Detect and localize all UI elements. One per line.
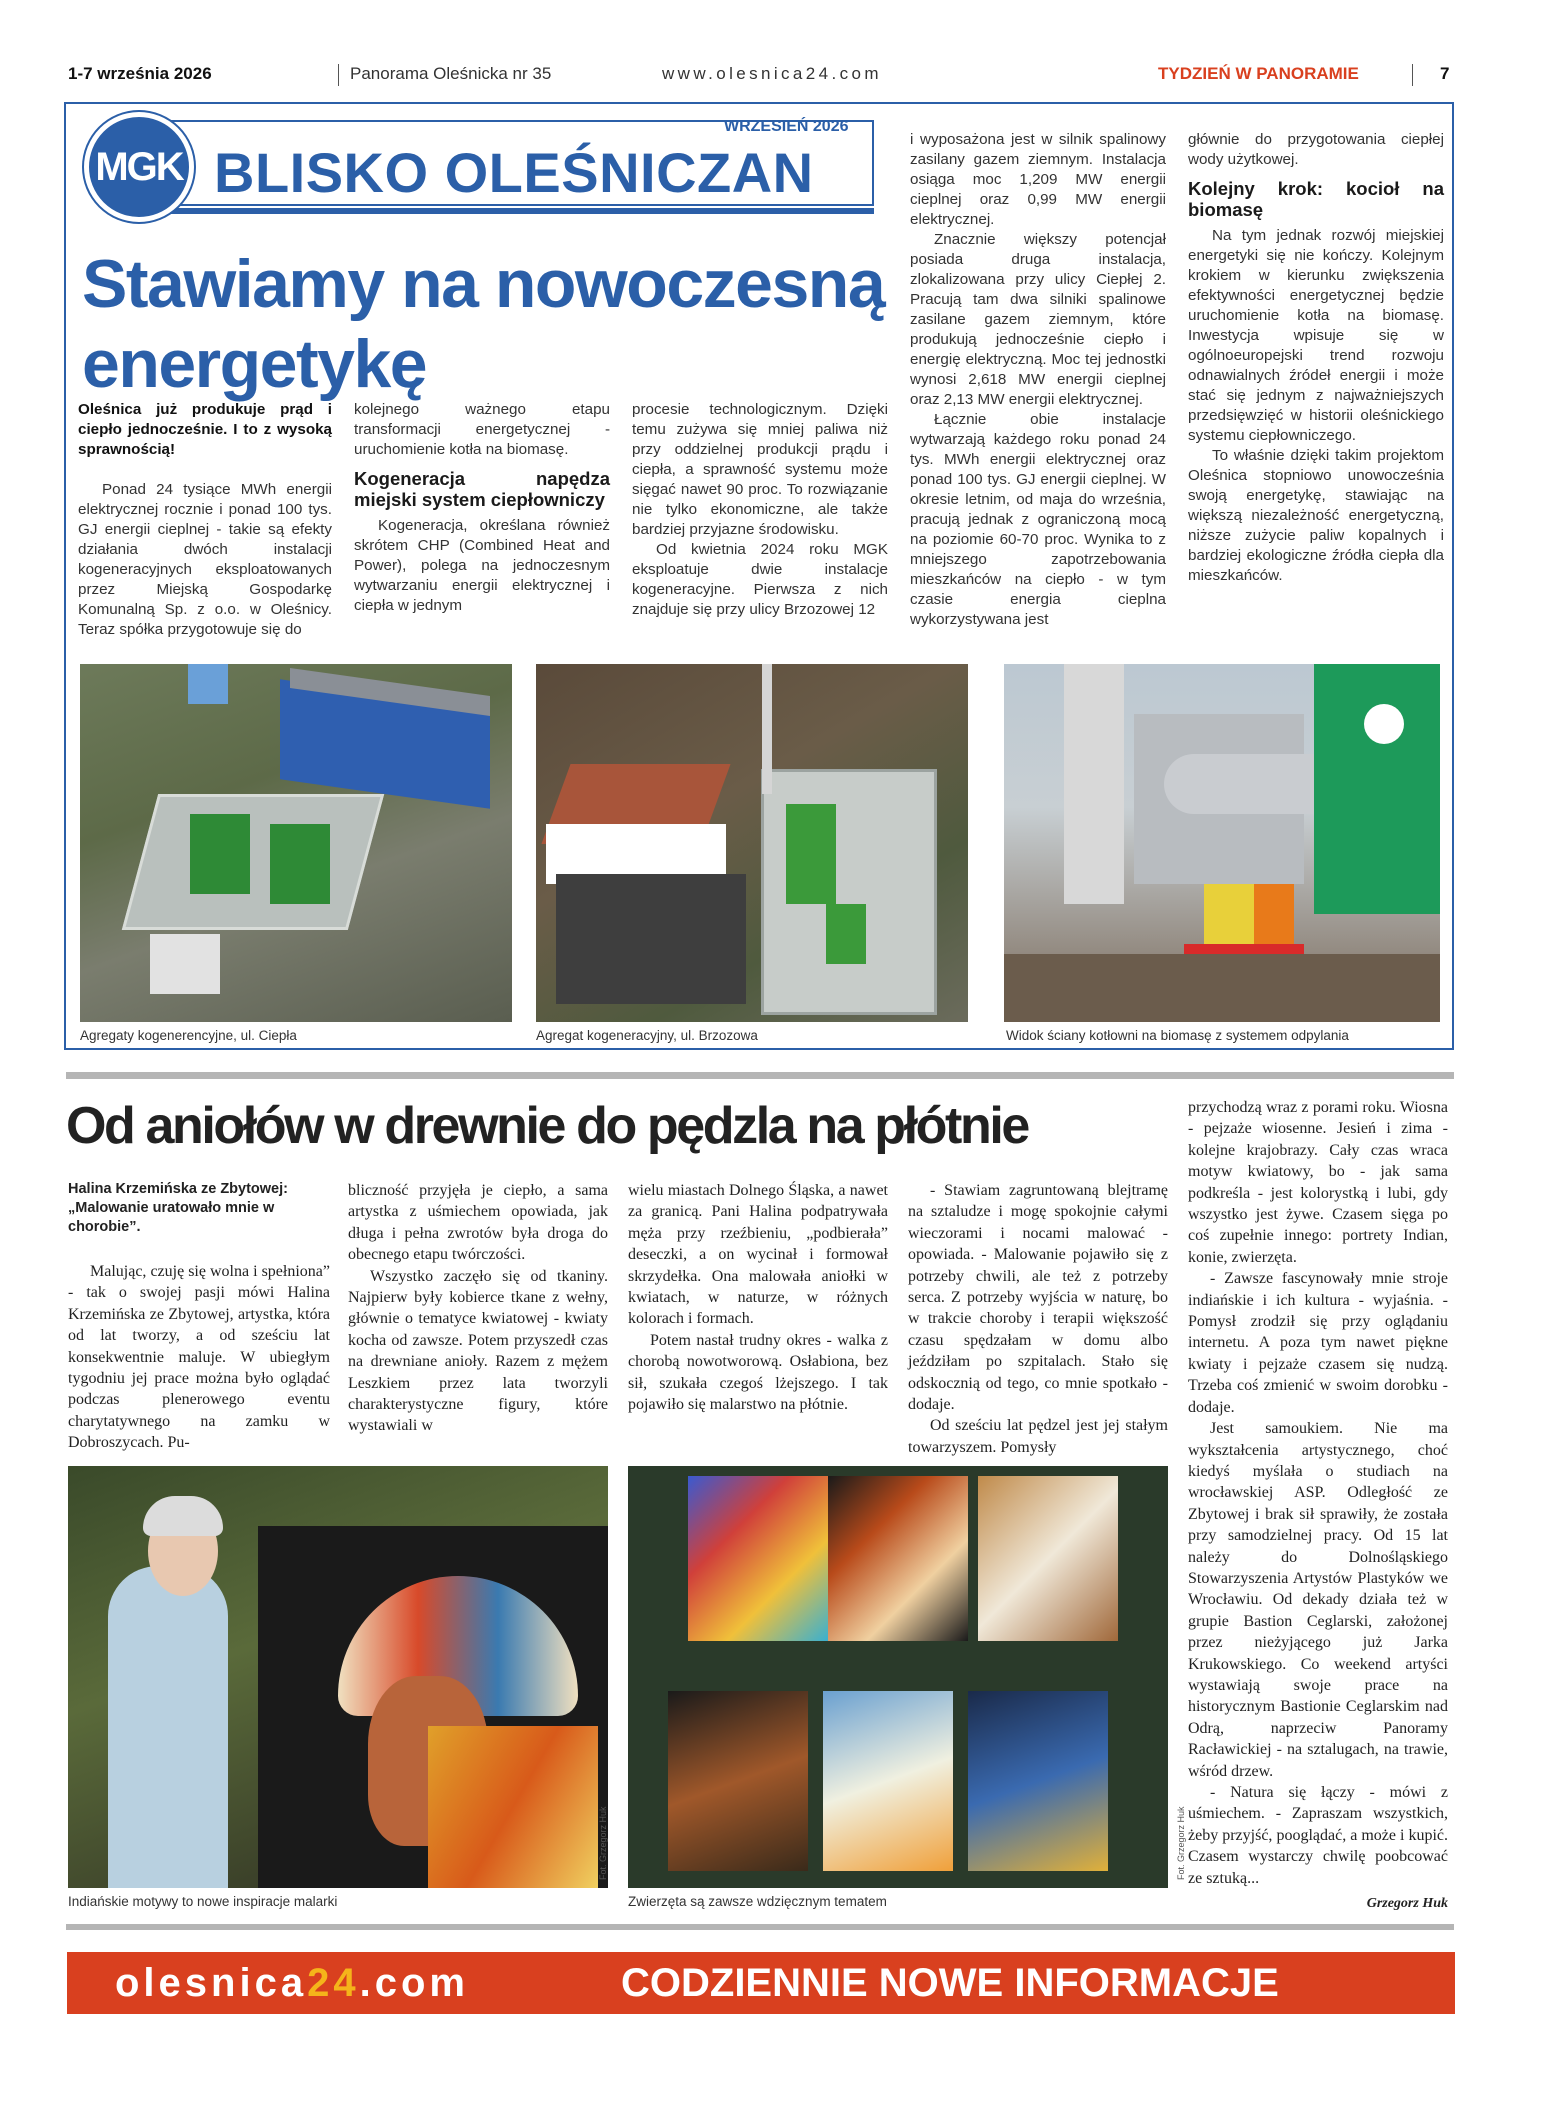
article2-col2-p2: Wszystko zaczęło się od tkaniny. Najpierw były kobierce tkane z wełny, głównie o tematyce kwiatowej - kwiaty kocha od zawsze. Potem przyszedł czas na drewniane anioły. Razem z mężem Leszkiem przez lata tworzyli charakterystyczne figury, które wystawiali w	[348, 1267, 608, 1435]
caption-photo-1: Agregaty kogenerencyjne, ul. Ciepła	[80, 1028, 297, 1043]
article1-col4-p1: i wyposażona jest w silnik spalinowy zasilany gazem ziemnym. Instalacja osiąga moc 1,209 MW energii cieplnej oraz 0,99 MW energii elektrycznej.	[910, 131, 1166, 228]
article1-subheading-2: Kolejny krok: kocioł na biomasę	[1188, 178, 1444, 220]
caption-photo-4: Indiańskie motywy to nowe inspiracje malarki	[68, 1894, 338, 1909]
headline-line-1: Stawiamy na nowoczesną	[82, 246, 885, 322]
article1-col4	[910, 130, 1166, 630]
page-header	[68, 64, 1456, 90]
footer-slogan: CODZIENNIE NOWE INFORMACJE	[621, 1961, 1279, 2005]
article2-headline: Od aniołów w drewnie do pędzla na płótnie	[66, 1097, 1028, 1155]
mgk-banner	[84, 112, 884, 212]
article1-col5	[1188, 130, 1444, 586]
photo-artist-indian-painting	[68, 1466, 608, 1888]
photo-cogeneration-ciepla	[80, 664, 512, 1022]
issue-date: 1-7 września 2026	[68, 64, 212, 83]
article2-col5-p3: Jest samoukiem. Nie ma wykształcenia artystycznego, choć kiedyś myślała o studiach na wrocławskiej ASP. Odległość ze Zbytowej i brak sił sprawiły, że została przy samodzielnej pracy. Od 15 lat należy do Dolnośląskiego Stowarzyszenia Artystów Plastyków we Wrocławiu. Od dekady działa też w grupie Bastion Ceglarski, założonej przez nieżyjącego już Jarka Krukowskiego. Co weekend artyści wystawiają swoje prace na historycznym Bastionie Ceglarskim nad Odrą, naprzeciw Panoramy Racławickiej - na sztalugach, na trawie, wśród drzew.	[1188, 1420, 1448, 1780]
article2-col1-p1: Malując, czuję się wolna i spełniona” - tak o swojej pasji mówi Halina Krzemińska ze Zbytowej, artystka, która od lat tworzy, a od sześciu lat konsekwentnie maluje. W ubiegłym tygodniu jej prace można było oglądać podczas plenerowego eventu charytatywnego na zamku w Dobroszycach. Pu-	[68, 1263, 330, 1452]
article2-col5-p4: - Natura się łączy - mówi z uśmiechem. - Zapraszam wszystkich, żeby przyjść, pooglądać, a może i kupić. Czasem wystarczy chwilę poobcować ze sztuką...	[1188, 1784, 1448, 1887]
article1-col2-p2: Kogeneracja, określana również skrótem CHP (Combined Heat and Power), polega na jednoczesnym wytwarzaniu energii elektrycznej i ciepła w jednym	[354, 517, 610, 614]
article2-col5-p2: - Zawsze fascynowały mnie stroje indiańskie i ich kultura - wyjaśnia. - Pomysł zrodził się przy oglądaniu internetu. A poza tym nawet piękne kwiaty i pejzaże czasem się nudzą. Trzeba coś zmienić w swoim dorobku - dodaje.	[1188, 1270, 1448, 1416]
article1-col1	[78, 400, 332, 640]
article1-col2	[354, 400, 610, 616]
mgk-logo	[84, 112, 194, 222]
photo-credit-1: Fot. Grzegorz Huk	[598, 1806, 608, 1880]
mgk-logo-text: MGK	[95, 144, 183, 189]
article2-lead: Halina Krzemińska ze Zbytowej: „Malowanie uratowało mnie w chorobie”.	[68, 1181, 288, 1235]
banner-date: WRZESIEŃ 2026	[724, 118, 849, 135]
caption-photo-5: Zwierzęta są zawsze wdzięcznym tematem	[628, 1894, 887, 1909]
caption-photo-3: Widok ściany kotłowni na biomasę z systemem odpylania	[1006, 1028, 1349, 1043]
article1-col5-p1: głównie do przygotowania ciepłej wody użytkowej.	[1188, 131, 1444, 168]
footer-site-part2: 24	[307, 1961, 360, 2005]
banner-title: BLISKO OLEŚNICZAN	[214, 141, 814, 204]
section-name: TYDZIEŃ W PANORAMIE	[1158, 64, 1359, 83]
article2-col3-p1: wielu miastach Dolnego Śląska, a nawet za granicą. Pani Halina podpatrywała męża przy rzeźbieniu, „podbierała” deseczki, a on wycinał i formował skrzydełka. Ona malowała aniołki w kwiatach, w naturze, w różnych kolorach i formach.	[628, 1182, 888, 1328]
site-url: www.olesnica24.com	[662, 64, 882, 83]
section-divider	[66, 1072, 1454, 1079]
footer-banner[interactable]	[67, 1952, 1455, 2014]
article2-col4	[908, 1180, 1168, 1458]
article1-col1-p1: Ponad 24 tysiące MWh energii elektrycznej rocznie i ponad 100 tys. GJ energii cieplnej - takie są efekty działania dwóch instalacji kogeneracyjnych eksploatowanych przez Miejską Gospodarkę Komunalną Sp. z o.o. w Oleśnicy. Teraz spółka przygotowuje się do	[78, 481, 332, 638]
photo-biomass-boiler	[1004, 664, 1440, 1022]
article1-col4-p2: Znacznie większy potencjał posiada druga instalacja, zlokalizowana przy ulicy Ciepłej 2. Pracują tam dwa silniki spalinowe zasilane gazem ziemnym, które produkują jednocześnie ciepło i energię elektryczną. Moc tej jednostki wynosi 2,618 MW energii cieplnej oraz 2,13 MW energii elektrycznej.	[910, 231, 1166, 408]
article2-col3	[628, 1180, 888, 1415]
article1-col3	[632, 400, 888, 620]
footer-site-part3: .com	[359, 1961, 469, 2005]
article1-col5-p2: Na tym jednak rozwój miejskiej energetyki się nie kończy. Kolejnym krokiem w kierunku zwiększenia efektywności energetycznej będzie uruchomienie kotła na biomasę. Inwestycja wpisuje się w ogólnoeuropejski trend rozwoju odnawialnych źródeł energii i może stać się jednym z najważniejszych przedsięwzięć w historii oleśnickiego systemu ciepłowniczego.	[1188, 227, 1444, 444]
photo-credit-2: Fot. Grzegorz Huk	[1176, 1806, 1186, 1880]
article2-col5-p1: przychodzą wraz z porami roku. Wiosna - pejzaże wiosenne. Jesień i zima - kolejne krajobrazy. Cały czas wraca motyw kwiatowy, bo - jak sama podkreśla - jest kolorystką i lubi, gdy wszystko jest żywe. Czasem sięga po coś zupełnie innego: portrety Indian, konie, zwierzęta.	[1188, 1099, 1448, 1266]
article1-lead: Oleśnica już produkuje prąd i ciepło jednocześnie. I to z wysoką sprawnością!	[78, 401, 332, 458]
article2-col4-p2: Od sześciu lat pędzel jest jej stałym towarzyszem. Pomysły	[908, 1417, 1168, 1456]
article1-col5-p3: To właśnie dzięki takim projektom Oleśnica stopniowo unowocześnia swoją energetykę, stawiając na większą niezależność energetyczną, niższe zużycie paliw kopalnych i bardziej ekologiczne źródła ciepła dla mieszkańców.	[1188, 447, 1444, 584]
article2-col2	[348, 1180, 608, 1437]
article1-col3-p2: Od kwietnia 2024 roku MGK eksploatuje dwie instalacje kogeneracyjne. Pierwsza z nich znajduje się przy ulicy Brzozowej 12	[632, 541, 888, 618]
photo-cogeneration-brzozowa	[536, 664, 968, 1022]
footer-site-part1: olesnica	[115, 1961, 308, 2005]
article2-col2-p1: bliczność przyjęła je ciepło, a sama artystka z uśmiechem opowiada, jak długa i pełna zwrotów była droga do obecnego etapu twórczości.	[348, 1182, 608, 1264]
photo-animal-paintings	[628, 1466, 1168, 1888]
bottom-divider	[66, 1924, 1454, 1930]
article2-col1	[68, 1180, 330, 1454]
footer-site-logo[interactable]	[115, 1960, 469, 2006]
article1-headline	[82, 244, 884, 404]
caption-photo-2: Agregat kogeneracyjny, ul. Brzozowa	[536, 1028, 758, 1043]
issue-number: Panorama Oleśnicka nr 35	[350, 64, 552, 83]
article1-col3-p1: procesie technologicznym. Dzięki temu zużywa się mniej paliwa niż przy oddzielnej produkcji prądu i ciepła, a sprawność systemu może sięgać nawet 90 proc. To rozwiązanie nie tylko ekonomiczne, ale także bardziej przyjazne środowisku.	[632, 401, 888, 538]
article1-col4-p3: Łącznie obie instalacje wytwarzają każdego roku ponad 24 tys. MWh energii elektrycznej oraz ponad 100 tys. GJ energii cieplnej. W okresie letnim, od maja do września, pracują jednak z ograniczoną mocą na poziomie 60-70 proc. Wynika to z mniejszego zapotrzebowania mieszkańców na ciepło - w tym czasie energia cieplna wykorzystywana jest	[910, 411, 1166, 628]
article1-col2-p1: kolejnego ważnego etapu transformacji energetycznej - uruchomienie kotła na biomasę.	[354, 401, 610, 458]
article2-col5	[1188, 1097, 1448, 1914]
article2-col4-p1: - Stawiam zagruntowaną blejtramę na sztaludze i mogę spokojnie całymi wieczorami i nocami malować - opowiada. - Malowanie pojawiło się z potrzeby chwili, ale też z potrzeby serca. Z potrzeby wyjścia w naturę, bo w trakcie choroby i terapii większość czasu spędzałam w domu albo jeździłam po szpitalach. Stało się odskocznią od tego, co mnie spotkało - dodaje.	[908, 1182, 1168, 1414]
headline-line-2: energetykę	[82, 326, 427, 402]
page-number: 7	[1440, 64, 1450, 83]
article2-col3-p2: Potem nastał trudny okres - walka z chorobą nowotworową. Osłabiona, bez sił, szukała czegoś lżejszego. I tak pojawiło się malarstwo na płótnie.	[628, 1331, 888, 1414]
article1-subheading-1: Kogeneracja napędza miejski system ciepłowniczy	[354, 468, 610, 510]
author: Grzegorz Huk	[1366, 1896, 1448, 1912]
